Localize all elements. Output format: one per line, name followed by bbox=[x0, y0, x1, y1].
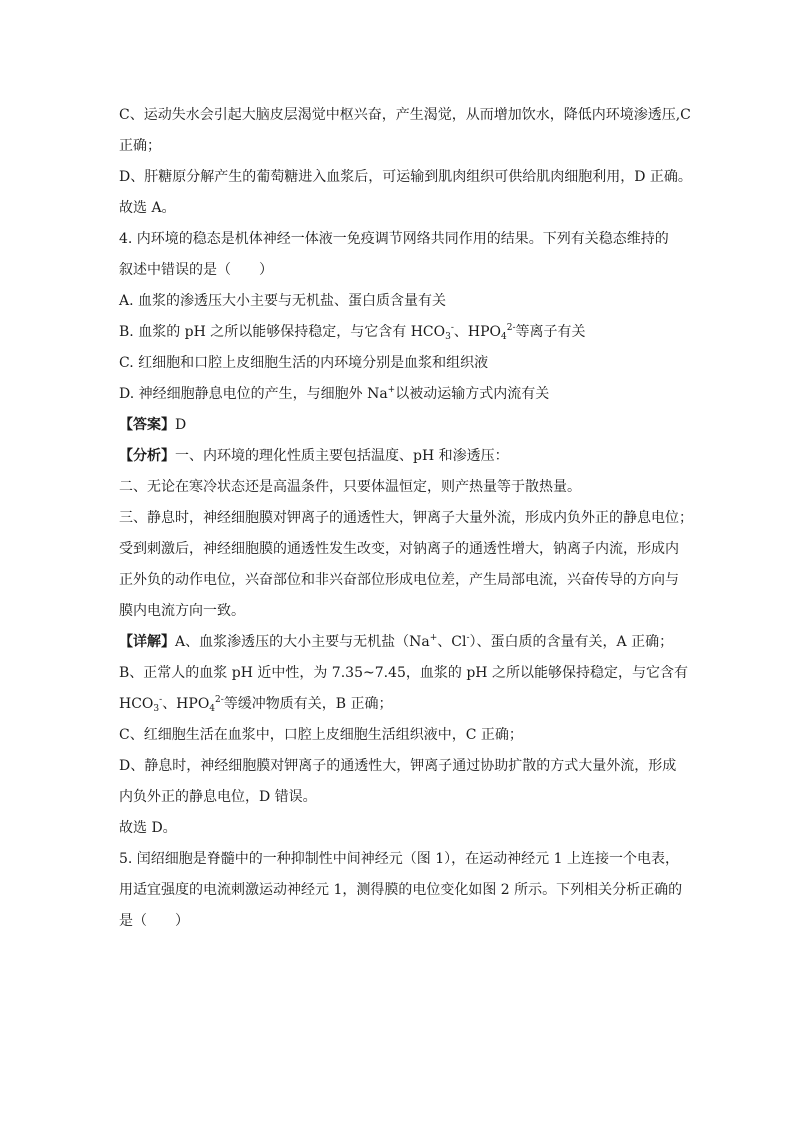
subscript: 3 bbox=[445, 332, 451, 342]
line-text: 等离子有关 bbox=[515, 324, 586, 340]
line-text: 、HPO bbox=[453, 324, 501, 340]
analysis-heading: 【分析】 bbox=[119, 448, 175, 464]
superscript: - bbox=[450, 323, 454, 333]
line-text: 、Cl bbox=[437, 634, 467, 650]
line-text: B. 血浆的 pH 之所以能够保持稳定，与它含有 HCO bbox=[119, 324, 446, 340]
superscript: + bbox=[387, 385, 396, 395]
option-c bbox=[119, 348, 685, 379]
line-text: 正外负的动作电位，兴奋部位和非兴奋部位形成电位差，产生局部电流，兴奋传导的方向与 bbox=[119, 572, 679, 588]
subscript: 4 bbox=[209, 704, 216, 714]
line-text: 、HPO bbox=[162, 696, 210, 712]
line-text: 故选 A。 bbox=[119, 200, 176, 216]
line-text: 三、静息时，神经细胞膜对钾离子的通透性大，钾离子大量外流，形成内负外正的静息电位； bbox=[119, 510, 693, 526]
line-text: A. 血浆的渗透压大小主要与无机盐、蛋白质含量有关 bbox=[119, 293, 447, 309]
superscript: - bbox=[159, 695, 163, 705]
subscript: 3 bbox=[153, 704, 160, 714]
superscript: 2- bbox=[506, 323, 516, 333]
text-line bbox=[119, 813, 685, 844]
line-text: 是（ ） bbox=[119, 913, 189, 929]
text-line bbox=[119, 193, 685, 224]
line-text: 5. 闰绍细胞是脊髓中的一种抑制性中间神经元（图 1），在运动神经元 1 上连接一个电表， bbox=[119, 851, 679, 867]
superscript: 2- bbox=[215, 695, 224, 705]
answer-line bbox=[119, 410, 685, 441]
line-text: C. 红细胞和口腔上皮细胞生活的内环境分别是血浆和组织液 bbox=[119, 355, 489, 371]
line-text: 膜内电流方向一致。 bbox=[119, 603, 245, 619]
text-line bbox=[119, 565, 685, 596]
text-line bbox=[119, 534, 685, 565]
text-line bbox=[119, 131, 685, 162]
line-text: C、红细胞生活在血浆中，口腔上皮细胞生活组织液中，C 正确； bbox=[119, 727, 523, 743]
line-text: C、运动失水会引起大脑皮层渴觉中枢兴奋，产生渴觉，从而增加饮水，降低内环境渗透压,C bbox=[119, 107, 691, 123]
subscript: 4 bbox=[501, 332, 507, 342]
line-text: 正确； bbox=[119, 138, 161, 154]
text-line bbox=[119, 162, 692, 193]
line-text: 叙述中错误的是（ ） bbox=[119, 262, 273, 278]
line-text: HCO bbox=[119, 696, 154, 712]
text-line bbox=[119, 596, 685, 627]
analysis-line bbox=[119, 441, 685, 472]
question-4-stem-cont bbox=[119, 255, 685, 286]
option-a bbox=[119, 286, 685, 317]
text-line bbox=[119, 751, 685, 782]
question-5-stem bbox=[119, 844, 685, 875]
answer-heading: 【答案】 bbox=[119, 417, 175, 433]
superscript: + bbox=[429, 633, 438, 643]
line-text: 以被动运输方式内流有关 bbox=[395, 386, 550, 402]
line-text: A、血浆渗透压的大小主要与无机盐（Na bbox=[175, 634, 430, 650]
text-line bbox=[119, 472, 685, 503]
text-line bbox=[119, 658, 688, 689]
line-text: 一、内环境的理化性质主要包括温度、pH 和渗透压： bbox=[175, 448, 509, 464]
option-b bbox=[119, 317, 685, 348]
line-text: ）、蛋白质的含量有关，A 正确； bbox=[469, 634, 674, 650]
superscript: - bbox=[466, 633, 470, 643]
line-text: B、正常人的血浆 pH 近中性，为 7.35~7.45，血浆的 pH 之所以能够保持稳定，与它含有 bbox=[119, 665, 688, 681]
line-text: 内负外正的静息电位，D 错误。 bbox=[119, 789, 317, 805]
question-4-stem bbox=[119, 224, 685, 255]
detail-line bbox=[119, 627, 685, 658]
detail-heading: 【详解】 bbox=[119, 634, 175, 650]
question-5-stem-cont bbox=[119, 875, 685, 906]
line-text: 受到刺激后，神经细胞膜的通透性发生改变，对钠离子的通透性增大，钠离子内流，形成内 bbox=[119, 541, 679, 557]
line-text: D. 神经细胞静息电位的产生，与细胞外 Na bbox=[119, 386, 388, 402]
page-content bbox=[119, 100, 693, 937]
text-line bbox=[119, 782, 685, 813]
line-text: D bbox=[175, 417, 187, 433]
text-line bbox=[119, 689, 685, 720]
line-text: 故选 D。 bbox=[119, 820, 177, 836]
option-d bbox=[119, 379, 685, 410]
line-text: 用适宜强度的电流刺激运动神经元 1，测得膜的电位变化如图 2 所示。下列相关分析正确的 bbox=[119, 882, 683, 898]
line-text: D、肝糖原分解产生的葡萄糖进入血浆后，可运输到肌肉组织可供给肌肉细胞利用，D 正确。 bbox=[119, 169, 692, 185]
text-line bbox=[119, 100, 691, 131]
line-text: 等缓冲物质有关，B 正确； bbox=[223, 696, 393, 712]
line-text: 二、无论在寒冷状态还是高温条件，只要体温恒定，则产热量等于散热量。 bbox=[119, 479, 581, 495]
question-5-stem-end bbox=[119, 906, 685, 937]
text-line bbox=[119, 503, 693, 534]
line-text: 4. 内环境的稳态是机体神经一体液一免疫调节网络共同作用的结果。下列有关稳态维持的 bbox=[119, 231, 669, 247]
text-line bbox=[119, 720, 685, 751]
line-text: D、静息时，神经细胞膜对钾离子的通透性大，钾离子通过协助扩散的方式大量外流，形成 bbox=[119, 758, 677, 774]
